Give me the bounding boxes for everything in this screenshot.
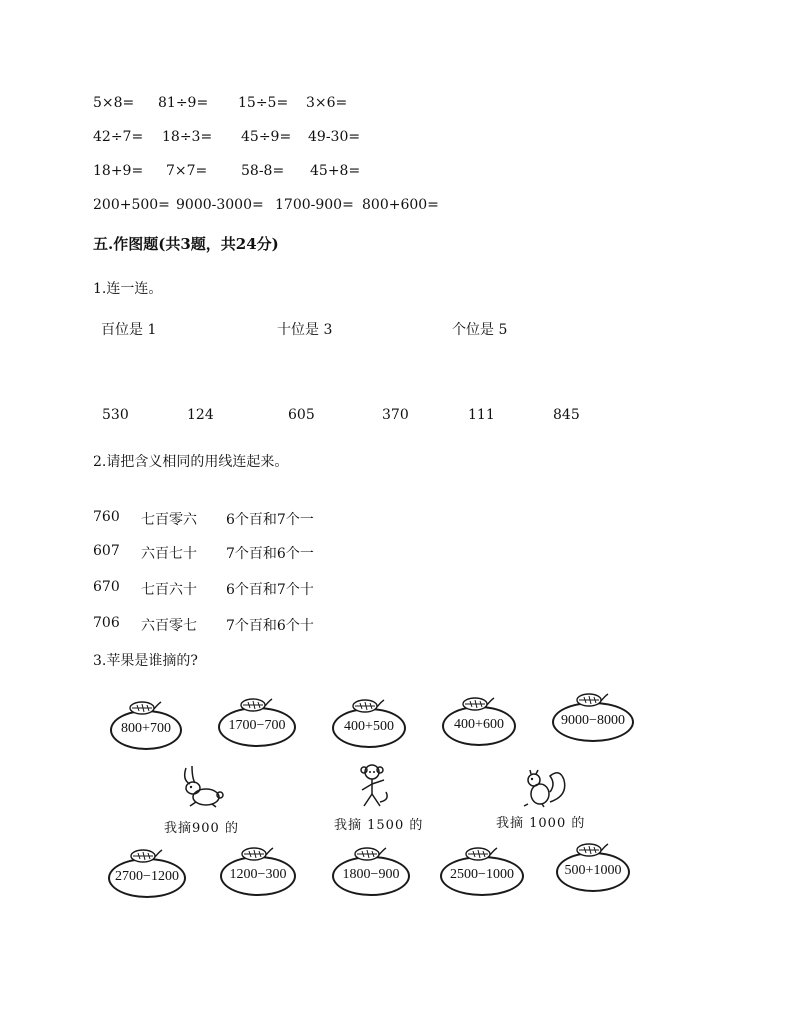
equation: 18÷3= bbox=[162, 129, 213, 145]
apple-expression: 9000−8000 bbox=[561, 713, 625, 728]
apple-expression: 500+1000 bbox=[564, 863, 622, 878]
apple bbox=[220, 856, 296, 896]
apple-expression: 400+500 bbox=[344, 719, 394, 734]
leaf-icon bbox=[461, 696, 497, 712]
question-1-prompt: 1.连一连。 bbox=[93, 281, 163, 297]
apple bbox=[332, 708, 406, 748]
monkey-icon bbox=[354, 762, 394, 812]
match-words: 六百七十 bbox=[141, 546, 197, 562]
match-units: 6个百和7个十 bbox=[226, 582, 314, 598]
equation: 800+600= bbox=[362, 197, 439, 213]
match-number: 670 bbox=[93, 579, 120, 595]
animal-speech: 我摘 1000 的 bbox=[496, 816, 586, 831]
apple bbox=[442, 706, 516, 746]
place-label-ones: 个位是 5 bbox=[452, 322, 508, 338]
animal-speech: 我摘900 的 bbox=[164, 821, 239, 836]
equation: 3×6= bbox=[306, 95, 348, 111]
apple bbox=[108, 858, 186, 898]
place-label-hundreds: 百位是 1 bbox=[101, 322, 157, 338]
equation: 45÷9= bbox=[241, 129, 292, 145]
leaf-icon bbox=[240, 846, 276, 862]
match-units: 7个百和6个一 bbox=[226, 546, 314, 562]
equation: 42÷7= bbox=[93, 129, 144, 145]
leaf-icon bbox=[128, 700, 164, 716]
place-label-tens: 十位是 3 bbox=[277, 322, 333, 338]
match-number: 706 bbox=[93, 615, 120, 631]
apple bbox=[556, 852, 630, 892]
apple bbox=[552, 702, 634, 742]
leaf-icon bbox=[575, 842, 611, 858]
apple-expression: 800+700 bbox=[121, 721, 171, 736]
equation: 15÷5= bbox=[238, 95, 289, 111]
apple bbox=[218, 707, 296, 747]
match-number: 607 bbox=[93, 543, 120, 559]
leaf-icon bbox=[351, 698, 387, 714]
equation: 1700-900= bbox=[275, 197, 354, 213]
equation: 200+500= bbox=[93, 197, 170, 213]
question-2-prompt: 2.请把含义相同的用线连起来。 bbox=[93, 454, 289, 470]
rabbit-icon bbox=[176, 764, 224, 808]
equation: 49-30= bbox=[308, 129, 361, 145]
equation: 18+9= bbox=[93, 163, 144, 179]
leaf-icon bbox=[129, 848, 165, 864]
equation: 45+8= bbox=[310, 163, 361, 179]
equation: 5×8= bbox=[93, 95, 135, 111]
animal-speech: 我摘 1500 的 bbox=[334, 818, 424, 833]
match-words: 七百六十 bbox=[141, 582, 197, 598]
section-title: 五.作图题(共3题，共24分) bbox=[93, 235, 279, 253]
match-number: 760 bbox=[93, 509, 120, 525]
equation: 7×7= bbox=[166, 163, 208, 179]
leaf-icon bbox=[353, 846, 389, 862]
equation: 81÷9= bbox=[158, 95, 209, 111]
leaf-icon bbox=[239, 697, 275, 713]
match-words: 七百零六 bbox=[141, 512, 197, 528]
number-option: 530 bbox=[102, 407, 129, 423]
apple-expression: 1200−300 bbox=[229, 867, 287, 882]
leaf-icon bbox=[464, 846, 500, 862]
number-option: 111 bbox=[468, 407, 495, 423]
apple-expression: 2700−1200 bbox=[115, 869, 179, 884]
question-3-prompt: 3.苹果是谁摘的? bbox=[93, 653, 198, 669]
number-option: 605 bbox=[288, 407, 315, 423]
number-option: 370 bbox=[382, 407, 409, 423]
leaf-icon bbox=[575, 692, 611, 708]
apple-expression: 400+600 bbox=[454, 717, 504, 732]
apple-expression: 1800−900 bbox=[342, 867, 400, 882]
number-option: 845 bbox=[553, 407, 580, 423]
match-words: 六百零七 bbox=[141, 618, 197, 634]
match-units: 6个百和7个一 bbox=[226, 512, 314, 528]
apple-expression: 2500−1000 bbox=[450, 867, 514, 882]
squirrel-icon bbox=[516, 766, 568, 808]
number-option: 124 bbox=[187, 407, 214, 423]
apple bbox=[332, 856, 410, 896]
equation: 58-8= bbox=[241, 163, 285, 179]
match-units: 7个百和6个十 bbox=[226, 618, 314, 634]
apple bbox=[110, 710, 182, 750]
apple-expression: 1700−700 bbox=[228, 718, 286, 733]
equation: 9000-3000= bbox=[176, 197, 264, 213]
apple bbox=[440, 856, 524, 896]
